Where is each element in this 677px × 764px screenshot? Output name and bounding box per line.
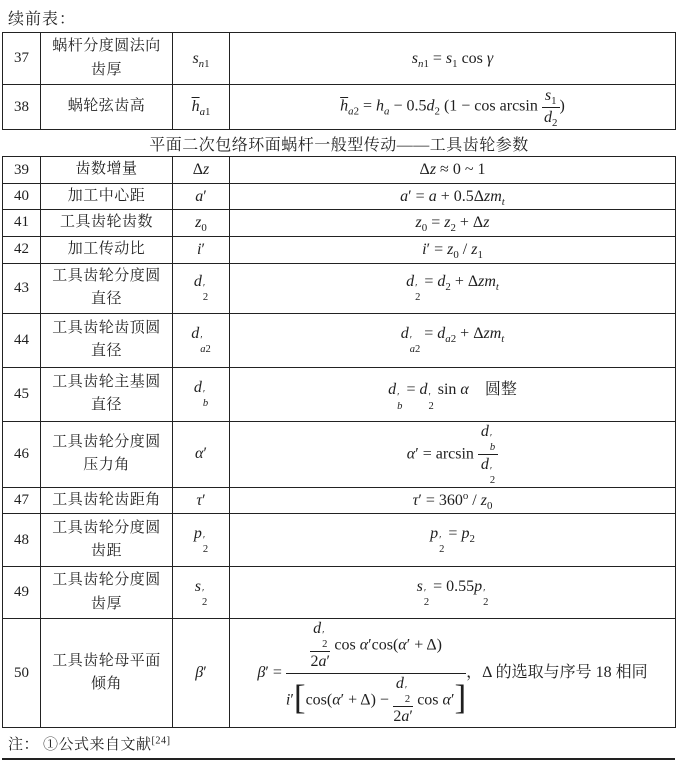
formula-cell: d ′ a2 = $d_{a2} + \Delta zm_t$ [230, 313, 676, 367]
row-number-cell: 50 [3, 619, 41, 728]
symbol-cell: Δz [173, 157, 230, 184]
symbol-cell: p ′ 2 [173, 514, 230, 567]
formula-cell: a′ = a + 0.5Δzm$_t$ [230, 184, 676, 210]
formula-cell: $i' = z_0 / z_1$ [230, 236, 676, 263]
row-number-cell: 42 [3, 236, 41, 263]
row-number-cell: 40 [3, 184, 41, 210]
param-name-cell: 工具齿轮分度圆 压力角 [41, 421, 173, 487]
symbol-cell: $z_0$ [173, 210, 230, 236]
footnote-label: 注： [8, 736, 40, 753]
continued-table-label: 续前表： [8, 11, 77, 28]
symbol-cell: s ′ 2 [173, 567, 230, 619]
param-name-cell: 工具齿轮分度圆 齿厚 [41, 567, 173, 619]
param-name-cell: 工具齿轮主基圆 直径 [41, 367, 173, 421]
symbol-cell: d ′ 2 [173, 263, 230, 313]
table-row [3, 184, 676, 210]
param-name-cell: 工具齿轮母平面 倾角 [41, 619, 173, 728]
parameter-table [2, 32, 676, 728]
table-row [3, 367, 676, 421]
param-name-cell: 蜗轮弦齿高 [41, 85, 173, 130]
row-number-cell: 37 [3, 33, 41, 85]
row-number-cell: 49 [3, 567, 41, 619]
row-number-cell: 44 [3, 313, 41, 367]
param-name-cell: 工具齿轮分度圆 齿距 [41, 514, 173, 567]
section-header-row [3, 130, 676, 157]
row-number-cell: 39 [3, 157, 41, 184]
formula-cell: $z_0 = z_2 + \Delta z$ [230, 210, 676, 236]
param-name-cell: 工具齿轮齿顶圆 直径 [41, 313, 173, 367]
row-number-cell: 38 [3, 85, 41, 130]
table-row [3, 514, 676, 567]
section-header: 平面二次包络环面蜗杆一般型传动——工具齿轮参数 [3, 130, 676, 157]
footnote-row [2, 728, 675, 760]
row-number-cell: 48 [3, 514, 41, 567]
row-number-cell: 41 [3, 210, 41, 236]
formula-cell: Δz ≈ 0 ~ 1 [230, 157, 676, 184]
symbol-cell: τ′ [173, 487, 230, 513]
symbol-cell: i′ [173, 236, 230, 263]
symbol-cell: β′ [173, 619, 230, 728]
symbol-cell: d ′ b [173, 367, 230, 421]
param-name-cell: 齿数增量 [41, 157, 173, 184]
table-row [3, 85, 676, 130]
table-row [3, 263, 676, 313]
table-row [3, 567, 676, 619]
symbol-cell: $\overline{h}_{a1}$ [173, 85, 230, 130]
symbol-cell: d ′ a2 [173, 313, 230, 367]
table-row [3, 33, 676, 85]
table-row [3, 236, 676, 263]
formula-cell: $s_{n1} = s_1$ cos γ [230, 33, 676, 85]
param-name-cell: 加工传动比 [41, 236, 173, 263]
table-row [3, 619, 676, 728]
symbol-cell: $s_{n1}$ [173, 33, 230, 85]
footnote-text: ①公式来自文献[24] [43, 735, 171, 753]
param-name-cell: 工具齿轮齿距角 [41, 487, 173, 513]
formula-cell: p ′ 2 = $p_2$ [230, 514, 676, 567]
formula-cell: β′ = d ′ 2 2a′ cos α′cos(α′ + Δ) i′[cos(α′ + Δ) − d ′ 2 2a′ cos α′] ，Δ 的选取与序号 18 相同 [230, 619, 676, 728]
table-row [3, 210, 676, 236]
formula-cell: d ′ 2 = $d_2 + \Delta zm_t$ [230, 263, 676, 313]
table-row [3, 421, 676, 487]
param-name-cell: 工具齿轮齿数 [41, 210, 173, 236]
table-row [3, 487, 676, 513]
table-row [3, 157, 676, 184]
row-number-cell: 43 [3, 263, 41, 313]
formula-cell: α′ = arcsin d ′ b d ′ 2 [230, 421, 676, 487]
formula-cell: $\overline{h}_{a2} = h_a - 0.5d_2$ (1 − cos arcsin $\frac{s_1}{d_2}$ ) [230, 85, 676, 130]
symbol-cell: a′ [173, 184, 230, 210]
row-number-cell: 46 [3, 421, 41, 487]
formula-cell: $\tau' = 360^o / z_0$ [230, 487, 676, 513]
formula-cell: s ′ 2 = 0.55p ′ 2 [230, 567, 676, 619]
row-number-cell: 45 [3, 367, 41, 421]
symbol-cell: α′ [173, 421, 230, 487]
formula-cell: d ′ b = d ′ 2 sin α 圆整 [230, 367, 676, 421]
param-name-cell: 加工中心距 [41, 184, 173, 210]
table-row [3, 313, 676, 367]
row-number-cell: 47 [3, 487, 41, 513]
param-name-cell: 蜗杆分度圆法向 齿厚 [41, 33, 173, 85]
param-name-cell: 工具齿轮分度圆 直径 [41, 263, 173, 313]
